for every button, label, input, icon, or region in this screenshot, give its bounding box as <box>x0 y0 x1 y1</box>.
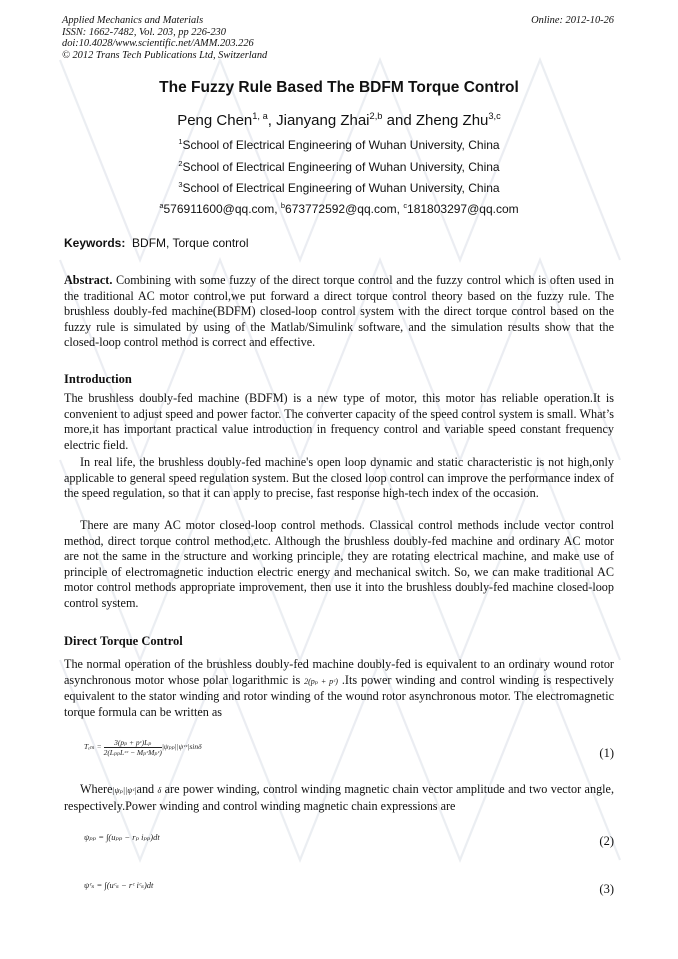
eq1-lhs: Tₑₘ = <box>84 742 104 752</box>
affiliation <box>0 160 678 174</box>
email-link[interactable]: 181803297@qq.com <box>407 202 519 216</box>
equation-number: (3) <box>599 882 614 896</box>
affiliation-text: School of Electrical Engineering of Wuhan University, China <box>182 160 500 174</box>
equation-2: ψₚₚ = ∫(uₚₚ − rₚ iₚₚ)dt <box>84 832 160 842</box>
paper-title: The Fuzzy Rule Based The BDFM Torque Control <box>159 79 519 96</box>
affiliation <box>0 181 678 195</box>
abstract <box>64 273 614 351</box>
issn-line: ISSN: 1662-7482, Vol. 203, pp 226-230 <box>62 26 226 38</box>
equation-1 <box>84 738 202 757</box>
intro-paragraph: The brushless doubly-fed machine (BDFM) is a new type of motor, this motor has reliable operation.It is convenient to adjust speed and power factor. The converter capacity of the speed control system is small. What’s more,it has important practical value introduction in frequency control and variable speed constant frequency electric field. <box>64 391 614 452</box>
author-sup: 1, a <box>252 111 268 121</box>
author-sup: 3,c <box>488 111 501 121</box>
equation-3: ψᶜₛ = ∫(uᶜₛ − rᶜ iᶜₛ)dt <box>84 880 154 890</box>
intro-paragraph: In real life, the brushless doubly-fed machine's open loop dynamic and static characteristic is not high,only applicable to general speed regulation system. But the closed loop control can improve the performance index of the speed regulation, so that it can apply to precise, fast response high-tech index of the occasion. <box>64 455 614 501</box>
affiliation-sup: 3 <box>178 180 183 189</box>
email-link[interactable]: 673772592@qq.com <box>285 202 397 216</box>
author-sup: 2,b <box>369 111 383 121</box>
keywords-label: Keywords: <box>64 236 126 250</box>
affiliation-sup: 1 <box>178 137 183 146</box>
author-sep: , <box>267 112 277 129</box>
doi-line: doi:10.4028/www.scientific.net/AMM.203.226 <box>62 38 254 50</box>
where-text: and <box>136 782 155 796</box>
email-sep: , <box>274 202 281 216</box>
email-link[interactable]: 576911600@qq.com <box>163 202 275 216</box>
keywords <box>64 236 249 250</box>
email-sup: a <box>159 201 164 210</box>
delta-math: δ <box>157 786 162 795</box>
eq1-rhs: |ψₚₚ||ψᶜᶜ|sinδ <box>161 742 202 752</box>
email-sup: b <box>280 201 286 210</box>
section-heading-introduction: Introduction <box>64 372 132 386</box>
affiliation-sup: 2 <box>178 159 183 168</box>
eq1-fraction <box>104 738 162 757</box>
author-list <box>0 112 678 129</box>
online-date: Online: 2012-10-26 <box>531 15 614 26</box>
journal-name: Applied Mechanics and Materials <box>62 15 204 26</box>
section-heading-direct-torque-control: Direct Torque Control <box>64 634 183 648</box>
email-sep: , <box>396 202 404 216</box>
author-sep: and <box>382 112 416 129</box>
author-name: Peng Chen <box>177 112 253 129</box>
copyright-line: © 2012 Trans Tech Publications Ltd, Switzerland <box>62 49 268 61</box>
equation-number: (2) <box>599 834 614 848</box>
dtc-text: .Its power winding and control winding is respectively equivalent to the stator winding and rotor winding of the wound rotor asynchronous motor. The electromagnetic torque formula can be written as <box>64 672 614 719</box>
email-list <box>0 202 678 216</box>
author-name: Zheng Zhu <box>415 112 489 129</box>
author-name: Jianyang Zhai <box>276 112 370 129</box>
affiliation <box>0 138 678 152</box>
where-text: are power winding, control winding magnetic chain vector amplitude and two vector angle, respectively.Power winding and control winding magnetic chain expressions are <box>64 782 614 813</box>
abstract-label: Abstract. <box>64 273 113 287</box>
keywords-text: BDFM, Torque control <box>132 236 249 250</box>
eq1-denominator: 2(LₚₚLᶜᶜ − MₚᶜMₚᶜ) <box>103 748 162 757</box>
affiliation-text: School of Electrical Engineering of Wuhan University, China <box>182 181 500 195</box>
pole-pair-math: 2(pₚ + pᶜ) <box>304 676 338 686</box>
psi-c-math: |ψᶜ| <box>125 786 137 795</box>
affiliation-text: School of Electrical Engineering of Wuhan University, China <box>182 138 500 152</box>
psi-p-math: |ψₚ| <box>112 786 126 795</box>
intro-paragraph: There are many AC motor closed-loop control methods. Classical control methods include vector control method, direct torque control method,etc. Although the brushless doubly-fed machine and ordinary AC motor are not the same in the structure and working principle, they are rotating electrical machine, and make use of principle of electromagnetic induction electric energy and mechanical switch. So, we can make traditional AC motor control methods appropriate improvement, then use it into the brushless doubly-fed machine closed-loop control system. <box>64 518 614 610</box>
equation-number: (1) <box>599 746 614 760</box>
eq1-numerator: 3(pₚ + pᶜ)Lₚ <box>104 738 162 748</box>
where-paragraph <box>64 782 614 814</box>
dtc-text: The normal operation of the brushless doubly-fed machine doubly-fed is equivalent to an ordinary wound rotor asynchronous motor whose polar logarithmic is <box>64 657 614 687</box>
email-sup: c <box>403 201 408 210</box>
dtc-paragraph <box>64 657 614 720</box>
where-text: Where <box>80 782 113 796</box>
journal-header <box>62 15 267 61</box>
abstract-text: Combining with some fuzzy of the direct torque control and the fuzzy control which is often used in the traditional AC motor control,we put forward a direct torque control theory based on the fuzzy rule. The brushless doubly-fed machine(BDFM) closed-loop control system with the direct torque control based on the fuzzy rule is simulated by using of the Matlab/Simulink software, and the simulation results show that the closed-loop control method is correct and effective. <box>64 273 614 350</box>
